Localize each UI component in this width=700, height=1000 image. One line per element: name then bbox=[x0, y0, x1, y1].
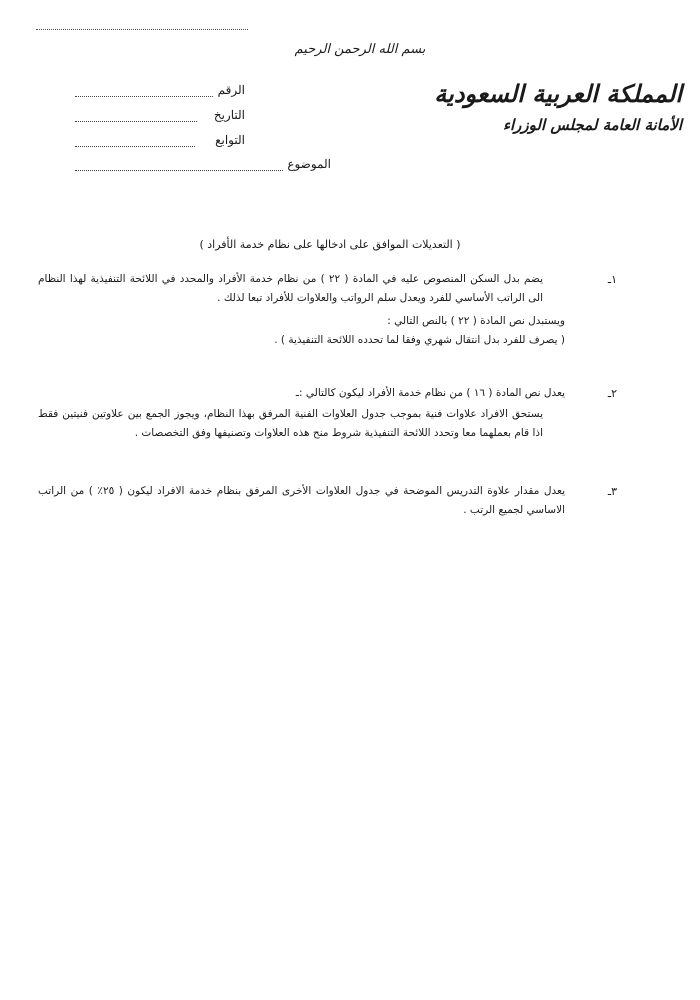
item-2-paragraph-2: يستحق الافراد علاوات فنية بموجب جدول العلاوات الفنية المرفق بهذا النظام، ويجوز الجمع بين علاوتين فنيتين فقط اذا قام بعملهما معا وتحدد اللائحة التنفيذية شروط منح هذه العلاوات وتصنيفها وفق التخصصات . bbox=[38, 408, 543, 439]
scan-artifact-dots bbox=[36, 29, 248, 30]
item-2 bbox=[38, 384, 617, 443]
kingdom-name: المملكة العربية السعودية bbox=[434, 79, 682, 108]
field-attachments bbox=[75, 133, 245, 151]
field-number bbox=[75, 83, 245, 101]
field-number-line bbox=[75, 96, 213, 97]
authority-name: الأمانة العامة لمجلس الوزراء bbox=[502, 116, 682, 134]
field-subject-line bbox=[75, 170, 283, 171]
item-2-number: ٢ـ bbox=[607, 387, 617, 400]
item-2-paragraph-1: يعدل نص المادة ( ١٦ ) من نظام خدمة الأفراد ليكون كالتالي :ـ bbox=[295, 387, 565, 399]
field-date-line bbox=[75, 121, 197, 122]
letterhead bbox=[434, 78, 682, 136]
item-1-number: ١ـ bbox=[607, 273, 617, 286]
field-attachments-label: التوابع bbox=[215, 133, 245, 147]
field-subject-label: الموضوع bbox=[287, 157, 331, 171]
item-1-paragraph-1: يضم بدل السكن المنصوص عليه في المادة ( ٢٢ ) من نظام خدمة الأفراد والمحدد في اللائحة التنفيذية لهذا النظام الى الراتب الأساسي للفرد ويعدل سلم الرواتب والعلاوات للأفراد تبعا لذلك . bbox=[38, 273, 543, 304]
field-date bbox=[75, 108, 245, 126]
item-3 bbox=[38, 482, 617, 520]
document-title: ( التعديلات الموافق على ادخالها على نظام خدمة الأفراد ) bbox=[199, 238, 461, 251]
basmala: بسم الله الرحمن الرحيم bbox=[294, 42, 426, 57]
field-number-label: الرقم bbox=[217, 83, 245, 97]
field-subject bbox=[75, 157, 331, 175]
item-1-paragraph-2: ويستبدل نص المادة ( ٢٢ ) بالنص التالي : bbox=[387, 315, 565, 327]
field-attachments-line bbox=[75, 146, 195, 147]
item-3-number: ٣ـ bbox=[607, 485, 617, 498]
item-3-paragraph-1: يعدل مقدار علاوة التدريس الموضحة في جدول العلاوات الأخرى المرفق بنظام خدمة الافراد ليكون ( ٢٥٪ ) من الراتب الاساسي لجميع الرتب . bbox=[38, 485, 565, 516]
item-1-paragraph-3: ( يصرف للفرد بدل انتقال شهري وفقا لما تحدده اللائحة التنفيذية ) . bbox=[274, 334, 565, 346]
field-date-label: التاريخ bbox=[213, 108, 245, 122]
item-1 bbox=[38, 270, 617, 350]
